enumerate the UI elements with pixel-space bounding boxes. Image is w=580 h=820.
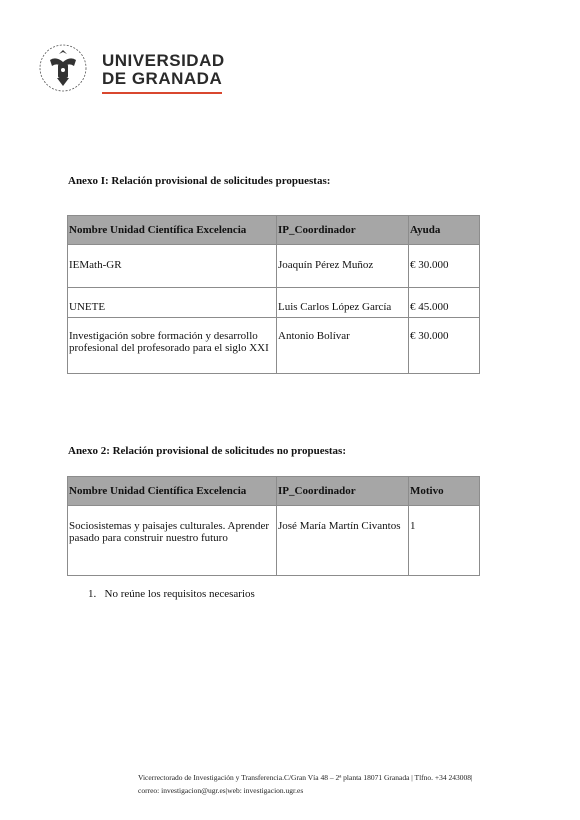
column-header: Nombre Unidad Científica Excelencia — [68, 216, 277, 245]
footer-address: Vicerrectorado de Investigación y Transferencia.C/Gran Vía 48 – 2ª planta 18071 Granada | Tlfno. +34 243008| — [138, 773, 473, 782]
column-header: Ayuda — [409, 216, 480, 245]
table-cell: € 45.000 — [409, 288, 480, 318]
table-row — [68, 245, 480, 288]
table-cell: Sociosistemas y paisajes culturales. Aprender pasado para construir nuestro futuro — [68, 506, 277, 576]
header-accent-rule — [102, 92, 222, 94]
page-footer — [138, 771, 473, 797]
footer-contact: correo: investigacion@ugr.es|web: investigacion.ugr.es — [138, 786, 304, 795]
table-cell: Antonio Bolívar — [277, 318, 409, 374]
annex1-table — [67, 215, 480, 374]
university-seal-logo — [38, 40, 88, 96]
table-cell: UNETE — [68, 288, 277, 318]
table-cell: € 30.000 — [409, 245, 480, 288]
university-name — [102, 52, 225, 88]
column-header: Nombre Unidad Científica Excelencia — [68, 477, 277, 506]
footnote-list — [88, 588, 255, 600]
table-cell: Joaquín Pérez Muñoz — [277, 245, 409, 288]
column-header: IP_Coordinador — [277, 477, 409, 506]
column-header: Motivo — [409, 477, 480, 506]
table-cell: € 30.000 — [409, 318, 480, 374]
table-row — [68, 288, 480, 318]
annex2-title: Anexo 2: Relación provisional de solicitudes no propuestas: — [68, 445, 346, 457]
table-header-row — [68, 477, 480, 506]
university-name-line1: UNIVERSIDAD — [102, 51, 225, 70]
footnote-number: 1. — [88, 588, 97, 600]
table-cell: 1 — [409, 506, 480, 576]
table-cell: IEMath-GR — [68, 245, 277, 288]
table-cell: José María Martín Civantos — [277, 506, 409, 576]
university-name-line2: DE GRANADA — [102, 69, 223, 88]
table-row — [68, 318, 480, 374]
column-header: IP_Coordinador — [277, 216, 409, 245]
table-cell: Investigación sobre formación y desarrollo profesional del profesorado para el siglo XXI — [68, 318, 277, 374]
table-row — [68, 506, 480, 576]
annex2-table — [67, 476, 480, 576]
annex1-title: Anexo I: Relación provisional de solicitudes propuestas: — [68, 175, 331, 187]
footnote-text: No reúne los requisitos necesarios — [104, 588, 255, 600]
table-cell: Luis Carlos López García — [277, 288, 409, 318]
table-header-row — [68, 216, 480, 245]
